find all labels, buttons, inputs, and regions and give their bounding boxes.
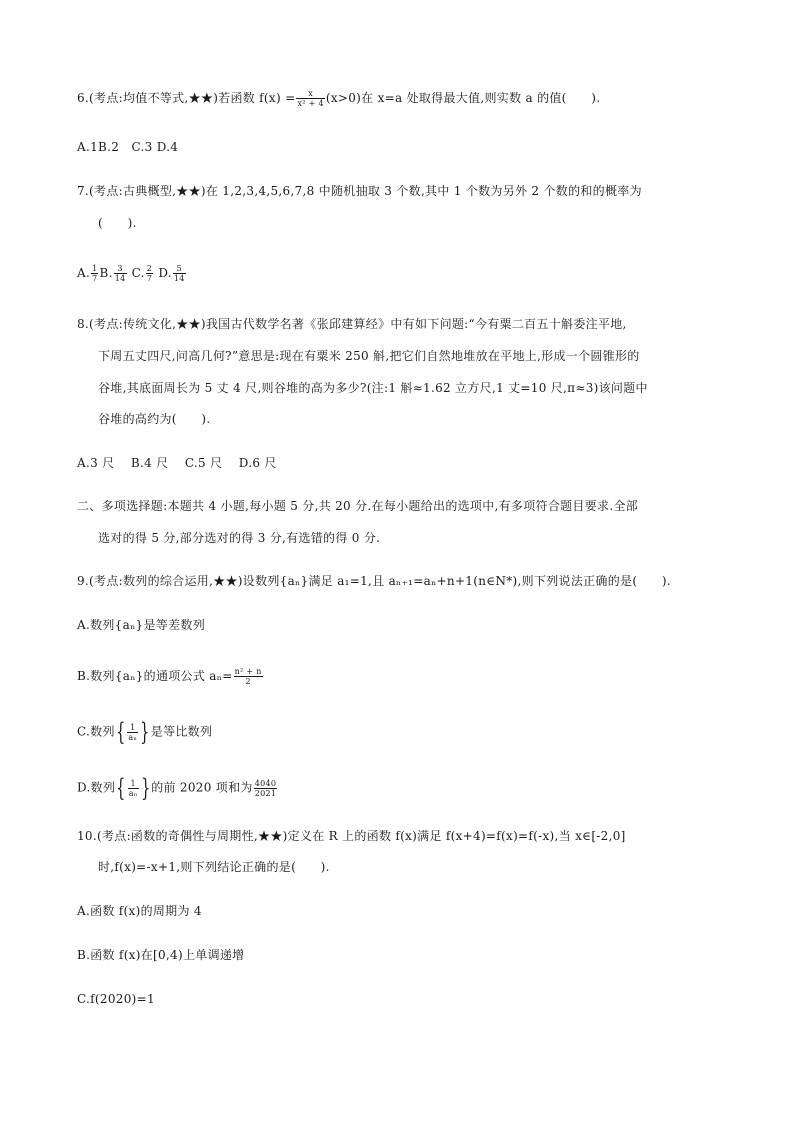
- q9-option-d-set: { $\frac{1}{\text{aₙ}}$ }: [116, 774, 151, 802]
- q7-stem-line1: 7.(考点:古典概型,★★)在 1,2,3,4,5,6,7,8 中随机抽取 3 个数,其中 1 个数为另外 2 个数的和的概率为: [77, 184, 642, 198]
- q9-option-d-fraction: $\frac{1}{\text{aₙ}}$: [128, 778, 138, 798]
- q7-options: A. $\frac{1}{7}$ B. $\frac{3}{14}$ C. $\frac{2}{7}$ D. $\frac{5}{14}$: [77, 264, 185, 283]
- q9-option-c: C.数列 { $\frac{1}{\text{aₙ}}$ } 是等比数列: [77, 718, 213, 746]
- q6-stem-b: (x>0)在 x=a 处取得最大值,则实数 a 的值( ).: [325, 91, 601, 105]
- q9-option-a: A.数列{aₙ}是等差数列: [77, 618, 205, 632]
- section2-line2: 选对的得 5 分,部分选对的得 3 分,有选错的得 0 分.: [98, 531, 381, 545]
- q8-line1: 8.(考点:传统文化,★★)我国古代数学名著《张邱建算经》中有如下问题:“今有粟二百五十斛委注平地,: [77, 317, 627, 331]
- q9-option-d: D.数列 { $\frac{1}{\text{aₙ}}$ } 的前 2020 项和为 $\frac{4040}{2021}$: [77, 774, 277, 802]
- q9-option-b-fraction: $\frac{\text{n² + n}}{2}$: [234, 667, 262, 686]
- q10-option-a: A.函数 f(x)的周期为 4: [77, 904, 202, 918]
- q10-option-b: B.函数 f(x)在[0,4)上单调递增: [77, 948, 245, 962]
- q9-option-b: B.数列{aₙ}的通项公式 aₙ= $\frac{\text{n² + n}}{2}$: [77, 667, 262, 686]
- q6-stem-a: 6.(考点:均值不等式,★★)若函数 f(x) =: [77, 91, 296, 105]
- section2-line1: 二、多项选择题:本题共 4 小题,每小题 5 分,共 20 分.在每小题给出的选项中,有多项符合题目要求.全部: [77, 499, 639, 513]
- q8-line4: 谷堆的高约为( ).: [98, 412, 211, 426]
- q6-stem: [77, 89, 600, 108]
- q6-options: A.1B.2 C.3 D.4: [77, 140, 179, 154]
- q9-option-d-sum-fraction: $\frac{4040}{2021}$: [254, 778, 277, 798]
- q7-stem-line2: ( ).: [98, 216, 137, 230]
- q8-line2: 下周五丈四尺,问高几何?”意思是:现在有粟米 250 斛,把它们自然地堆放在平地上,形成一个圆锥形的: [98, 349, 640, 363]
- q8-line3: 谷堆,其底面周长为 5 丈 4 尺,则谷堆的高为多少?(注:1 斛≈1.62 立方尺,1 丈=10 尺,π≈3)该问题中: [98, 381, 648, 395]
- q8-options: A.3 尺 B.4 尺 C.5 尺 D.6 尺: [77, 456, 277, 470]
- q7-option-a-fraction: $\frac{1}{7}$: [92, 264, 98, 283]
- q10-line1: 10.(考点:函数的奇偶性与周期性,★★)定义在 R 上的函数 f(x)满足 f(x+4)=f(x)=f(-x),当 x∈[-2,0]: [77, 829, 626, 843]
- q10-option-c: C.f(2020)=1: [77, 992, 155, 1006]
- q10-line2: 时,f(x)=-x+1,则下列结论正确的是( ).: [98, 860, 330, 874]
- q7-option-d-fraction: $\frac{5}{14}$: [173, 264, 185, 283]
- q6-fraction: $\frac{x}{\text{x² + 4}}$: [297, 89, 324, 108]
- q7-option-c-fraction: $\frac{2}{7}$: [146, 264, 153, 283]
- q9-option-c-set: { $\frac{1}{\text{aₙ}}$ }: [115, 718, 150, 746]
- q9-stem: 9.(考点:数列的综合运用,★★)设数列{aₙ}满足 a₁=1,且 aₙ₊₁=aₙ+n+1(n∈N*),则下列说法正确的是( ).: [77, 574, 672, 588]
- q7-option-b-fraction: $\frac{3}{14}$: [114, 264, 126, 283]
- q9-option-c-fraction: $\frac{1}{\text{aₙ}}$: [128, 722, 138, 742]
